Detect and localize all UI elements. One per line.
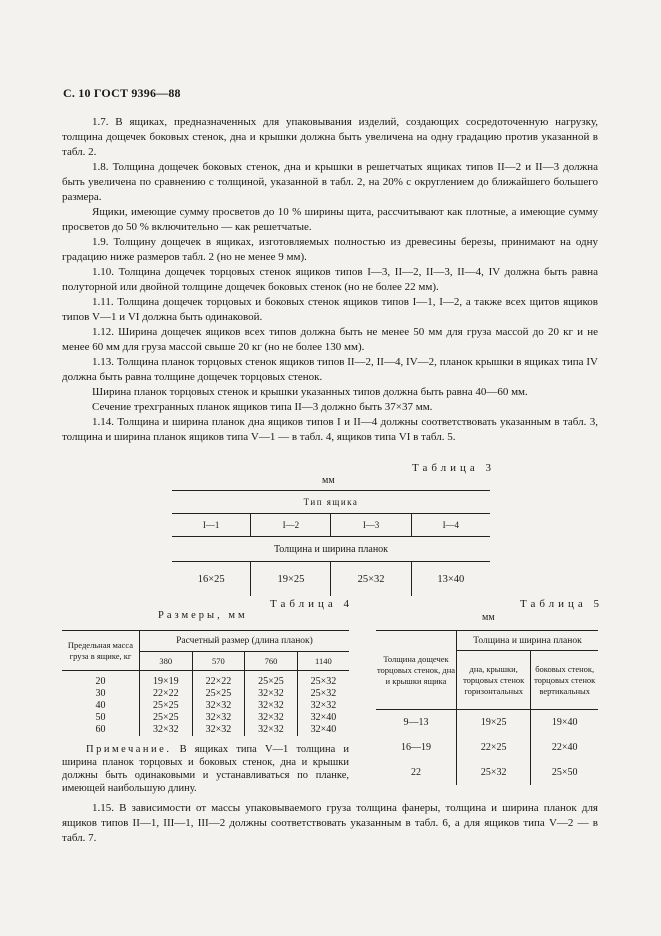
table3-type: I—3 — [331, 514, 411, 537]
paragraph-1-14: 1.14. Толщина и ширина планок дна ящиков типов I и II—4 должны соответствовать указанным в табл. 3, толщина и ширина планок ящиков типа V—1 — в табл. 4, ящиков типа VI в табл. 5. — [62, 416, 598, 443]
table-cell: 25×50 — [531, 760, 598, 785]
table4-size: 380 — [140, 652, 193, 671]
table3-header: Тип ящика — [172, 491, 490, 514]
table-cell: 25×32 — [297, 671, 349, 689]
table-cell: 32×32 — [245, 712, 298, 724]
table-3 — [172, 490, 490, 596]
table4-group-header: Расчетный размер (длина планок) — [140, 631, 350, 652]
table-5 — [376, 630, 598, 785]
table-cell: 25×25 — [140, 712, 193, 724]
table-row — [62, 688, 349, 700]
table3-type: I—1 — [172, 514, 251, 537]
table-cell: 32×32 — [245, 724, 298, 736]
table-cell: 32×40 — [297, 712, 349, 724]
table-row — [62, 671, 349, 689]
paragraph-1-8: 1.8. Толщина дощечек боковых стенок, дна и крышки в решетчатых ящиках типов II—2 и II—3 должна быть увеличена по сравнению с толщиной, указанной в табл. 2, на 20% с округлением до ближайшего большего размера. — [62, 161, 598, 203]
table5-subheader-1: дна, крышки, торцовых стенок горизонтальных — [457, 651, 531, 710]
table4-size: 760 — [245, 652, 298, 671]
paragraph-1-10: 1.10. Толщина дощечек торцовых стенок ящиков типов I—3, II—2, II—3, II—4, IV должна быть равна полуторной или двойной толщине дощечек боковых стенок (но не более 22 мм). — [62, 266, 598, 293]
table-cell: 25×25 — [192, 688, 245, 700]
table4-label: Таблица 4 — [270, 598, 354, 610]
table-row — [62, 712, 349, 724]
table-cell: 16—19 — [401, 742, 431, 753]
table4-col0-header: Предельная масса груза в ящике, кг — [62, 631, 140, 671]
table-4 — [62, 630, 349, 736]
paragraph-1-11: 1.11. Толщина дощечек торцовых и боковых стенок ящиков типов I—1, I—2, а также всех щитов ящиков типов V—1 и VI должна быть одинаковой. — [62, 296, 598, 323]
table-cell: 32×32 — [245, 688, 298, 700]
table-cell: 32×32 — [192, 724, 245, 736]
table-cell: 19×40 — [531, 710, 598, 736]
table4-size: 1140 — [297, 652, 349, 671]
table3-value: 25×32 — [331, 562, 411, 597]
table-row — [62, 724, 349, 736]
paragraph-1-12: 1.12. Ширина дощечек ящиков всех типов должна быть не менее 50 мм для груза массой до 20 кг и не менее 60 мм для груза массой свыше 20 кг (но не более 130 мм). — [62, 326, 598, 353]
table5-subheader-2: боковых стенок, торцовых стенок вертикальных — [531, 651, 598, 710]
paragraph-1-9: 1.9. Толщину дощечек в ящиках, изготовляемых полностью из древесины березы, принимают на одну градацию ниже размеров табл. 2 (но не менее 9 мм). — [62, 236, 598, 263]
table-cell: 30 — [95, 688, 106, 699]
table5-group-header: Толщина и ширина планок — [457, 631, 599, 651]
note-text: В ящиках типа V—1 толщина и ширина планок торцовых и боковых стенок, дна и крышки должны быть одинаковыми и устанавливаться по планке, имеющей наибольшую длину. — [62, 744, 349, 794]
table-cell: 22×40 — [531, 735, 598, 760]
table-cell: 60 — [95, 724, 106, 735]
table-cell: 9—13 — [403, 717, 429, 728]
table-cell: 32×32 — [245, 700, 298, 712]
table3-value: 19×25 — [251, 562, 331, 597]
table-cell: 22×25 — [457, 735, 531, 760]
table5-unit: мм — [482, 612, 495, 623]
paragraph-1-7: 1.7. В ящиках, предназначенных для упаковывания изделий, создающих сосредоточенную нагрузку, толщина дощечек боковых стенок, дна и крышки должна быть увеличена на одну градацию против указанной в табл. 2. — [62, 116, 598, 158]
table5-label: Таблица 5 — [520, 598, 604, 610]
paragraph-1-13-width: Ширина планок торцовых стенок и крышки указанных типов должна быть равна 40—60 мм. — [92, 386, 528, 398]
paragraph-1-13: 1.13. Толщина планок торцовых стенок ящиков типов II—2, II—4, IV—2, планок крышки в ящиках типа IV должна быть равна толщине дощечек торцовых стенок. — [62, 356, 598, 383]
table-cell: 32×32 — [192, 712, 245, 724]
table-cell: 22 — [411, 767, 421, 778]
table4-note — [62, 743, 349, 795]
page-header: С. 10 ГОСТ 9396—88 — [63, 86, 181, 100]
table3-value: 13×40 — [411, 562, 490, 597]
table-cell: 25×32 — [457, 760, 531, 785]
table-cell: 32×40 — [297, 724, 349, 736]
paragraph-1-13-section: Сечение трехгранных планок ящиков типа II—3 должно быть 37×37 мм. — [92, 401, 433, 413]
table-cell: 22×22 — [192, 671, 245, 689]
table3-label: Таблица 3 — [412, 462, 496, 474]
table3-value: 16×25 — [197, 573, 225, 585]
table3-type: I—2 — [251, 514, 331, 537]
table-cell: 32×32 — [297, 700, 349, 712]
table-cell: 40 — [95, 700, 106, 711]
table-row — [376, 735, 598, 760]
table-cell: 32×32 — [192, 700, 245, 712]
table-row — [376, 710, 598, 736]
table-cell: 19×19 — [140, 671, 193, 689]
table4-size: 570 — [192, 652, 245, 671]
table3-subheader: Толщина и ширина планок — [172, 537, 490, 562]
table3-unit: мм — [322, 475, 335, 486]
table-cell: 20 — [95, 676, 106, 687]
table-row — [62, 700, 349, 712]
table-cell: 25×32 — [297, 688, 349, 700]
table-cell: 32×32 — [140, 724, 193, 736]
table-cell: 22×22 — [140, 688, 193, 700]
table-cell: 50 — [95, 712, 106, 723]
table-cell: 19×25 — [457, 710, 531, 736]
table3-type: I—4 — [411, 514, 490, 537]
table4-title: Размеры, мм — [158, 610, 248, 621]
table-cell: 25×25 — [245, 671, 298, 689]
body-text — [62, 115, 598, 445]
table-row — [376, 760, 598, 785]
paragraph-1-15: 1.15. В зависимости от массы упаковываемого груза толщина фанеры, толщина и ширина планок для ящиков типов II—1, III—1, III—2 должны соответствовать указанным в табл. 6, а для ящиков типа V—2 — в табл. 7. — [62, 802, 598, 844]
table5-col0-header: Толщина дощечек торцовых стенок, дна и крышки ящика — [376, 631, 457, 710]
table-cell: 25×25 — [140, 700, 193, 712]
note-label: Примечание. — [86, 744, 172, 755]
paragraph-1-8-note: Ящики, имеющие сумму просветов до 10 % ширины щита, рассчитывают как плотные, а имеющие сумму просветов до 50 % включительно — как решетчатые. — [62, 206, 598, 233]
